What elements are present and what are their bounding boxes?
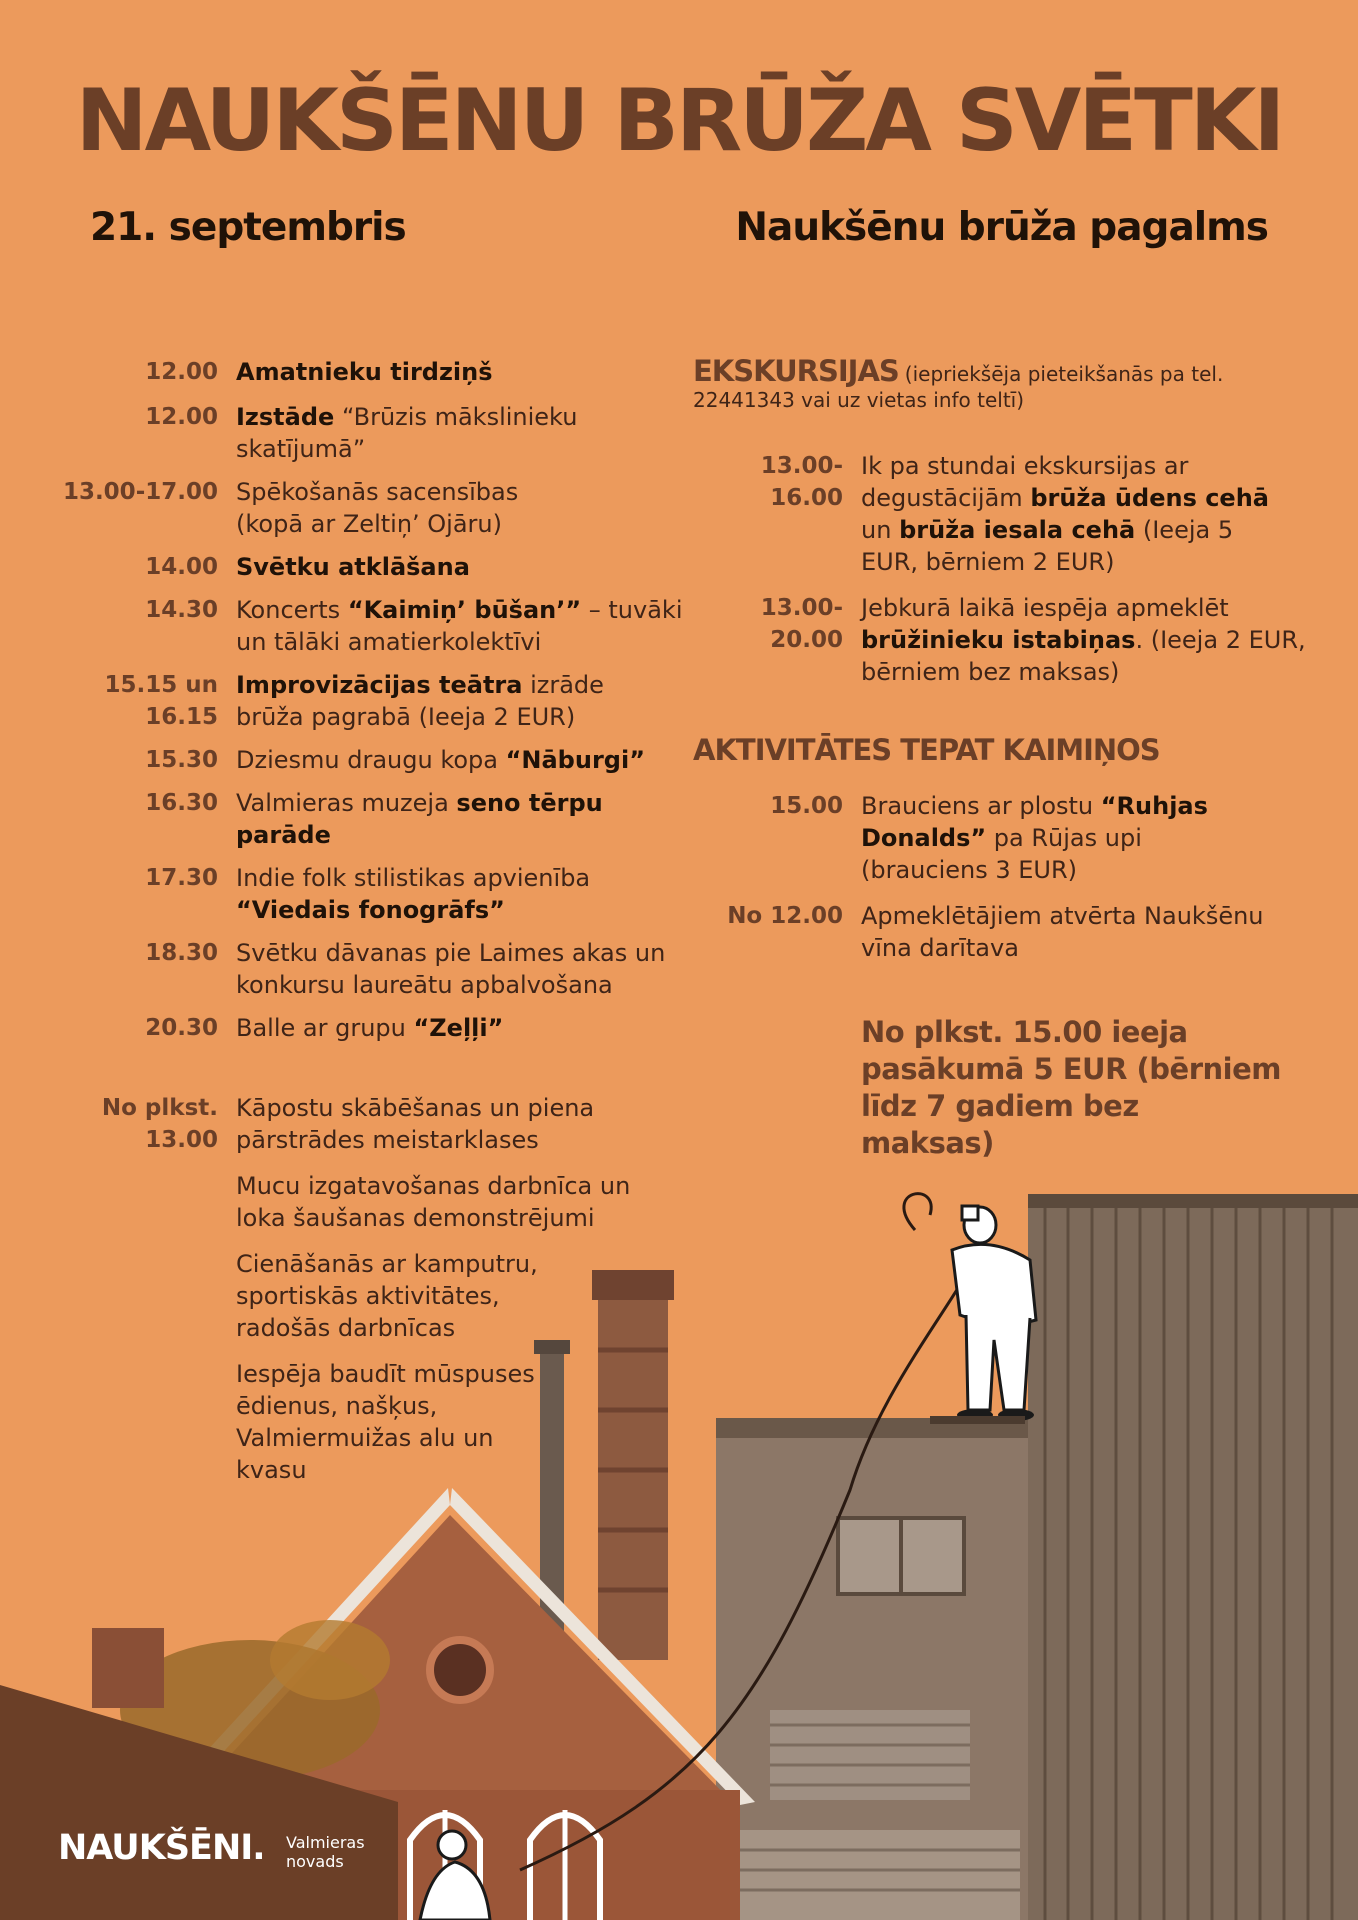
aktivitates-heading: AKTIVITĀTES TEPAT KAIMIŅOS — [693, 733, 1160, 767]
schedule-desc: Indie folk stilistikas apvienība “Viedais fonogrāfs” — [236, 864, 591, 924]
schedule-desc: Svētku atklāšana — [236, 553, 470, 581]
small-chimney — [92, 1628, 164, 1708]
schedule-desc: Jebkurā laikā iespēja apmeklēt brūžinieku istabiņas. (Ieeja 2 EUR, bērniem bez maksas) — [861, 594, 1306, 686]
event-venue: Naukšēnu brūža pagalms — [735, 205, 1268, 250]
event-date: 21. septembris — [90, 205, 406, 250]
schedule-item — [693, 900, 1281, 964]
schedule-item — [40, 862, 696, 926]
aktivitates-schedule — [693, 790, 1281, 964]
schedule-item — [40, 787, 696, 851]
schedule-time: 13.00-20.00 — [760, 595, 843, 653]
schedule-time: 12.00 — [145, 404, 218, 430]
man-with-tin-can-illustration — [952, 1206, 1036, 1421]
schedule-time: 15.30 — [145, 747, 218, 773]
activity-item: Mucu izgatavošanas darbnīca un loka šaušanas demonstrējumi — [236, 1172, 631, 1232]
schedule-desc: Dziesmu draugu kopa “Nāburgi” — [236, 746, 645, 774]
schedule-item — [693, 592, 1311, 688]
schedule-item — [40, 1012, 696, 1044]
schedule-time: 14.30 — [145, 597, 218, 623]
schedule-desc: Improvizācijas teātra izrāde brūža pagrabā (Ieeja 2 EUR) — [236, 671, 604, 731]
schedule-time: 16.30 — [145, 790, 218, 816]
schedule-time: 12.00 — [145, 359, 218, 385]
poster-title: NAUKŠĒNU BRŪŽA SVĒTKI — [75, 71, 1283, 171]
entry-fee-note: No plkst. 15.00 ieeja pasākumā 5 EUR (bērniem līdz 7 gadiem bez maksas) — [861, 1015, 1281, 1160]
round-window — [430, 1640, 490, 1700]
schedule-time: 13.00-16.00 — [760, 453, 843, 511]
schedule-item — [693, 790, 1281, 886]
schedule-time: 13.00-17.00 — [62, 479, 218, 505]
activity-item: Iespēja baudīt mūspuses ēdienus, našķus, Valmiermuižas alu un kvasu — [236, 1360, 535, 1484]
schedule-desc: Apmeklētājiem atvērta Naukšēnu vīna darītava — [861, 902, 1264, 962]
schedule-item — [40, 401, 696, 465]
schedule-desc: Spēkošanās sacensības (kopā ar Zeltiņ’ Ojāru) — [236, 478, 519, 538]
schedule-item — [40, 744, 696, 776]
schedule-desc: Balle ar grupu “Zeļļi” — [236, 1014, 504, 1042]
schedule-time: No plkst. 13.00 — [101, 1095, 218, 1153]
schedule-desc: Valmieras muzeja seno tērpu parāde — [236, 789, 603, 849]
ekskursijas-section — [693, 354, 1253, 413]
schedule-time: 17.30 — [145, 865, 218, 891]
schedule-time: 15.00 — [770, 793, 843, 819]
brewery-illustration — [0, 1190, 1358, 1920]
activity-item: Cienāšanās ar kamputru, sportiskās aktivitātes, radošās darbnīcas — [236, 1250, 538, 1342]
schedule-item — [40, 476, 696, 540]
schedule-time: 15.15 un 16.15 — [104, 672, 218, 730]
schedule-desc: Amatnieku tirdziņš — [236, 358, 493, 386]
schedule-time: 18.30 — [145, 940, 218, 966]
schedule-item — [40, 669, 696, 733]
brick-chimney — [598, 1270, 668, 1660]
schedule-desc: Brauciens ar plostu “Ruhjas Donalds” pa Rūjas upi (brauciens 3 EUR) — [861, 792, 1208, 884]
ekskursijas-schedule — [693, 450, 1311, 688]
schedule-desc: Koncerts “Kaimiņ’ būšan’” – tuvāki un tālāki amatierkolektīvi — [236, 596, 683, 656]
schedule-item — [40, 937, 696, 1001]
naukseni-logo: NAUKŠĒNI. — [58, 1828, 265, 1868]
ekskursijas-heading: EKSKURSIJAS — [693, 354, 899, 388]
valmieras-novads-logo: Valmieras novads — [286, 1833, 365, 1871]
schedule-desc: Ik pa stundai ekskursijas ar degustācijām brūža ūdens cehā un brūža iesala cehā (Ieeja 5 EUR, bērniem 2 EUR) — [861, 452, 1269, 576]
schedule-time: No 12.00 — [727, 903, 843, 929]
ekskursijas-note: (iepriekšēja pieteikšanās pa tel. 22441343 vai uz vietas info teltī) — [693, 362, 1224, 412]
schedule-item — [693, 450, 1311, 578]
schedule-item — [40, 356, 696, 388]
schedule-item — [40, 551, 696, 583]
activity-item: Kāpostu skābēšanas un piena pārstrādes meistarklases — [236, 1094, 595, 1154]
schedule-desc: Izstāde “Brūzis mākslinieku skatījumā” — [236, 403, 578, 463]
schedule-time: 20.30 — [145, 1015, 218, 1041]
schedule-item — [40, 594, 696, 658]
schedule-desc: Svētku dāvanas pie Laimes akas un konkursu laureātu apbalvošana — [236, 939, 666, 999]
schedule-time: 14.00 — [145, 554, 218, 580]
